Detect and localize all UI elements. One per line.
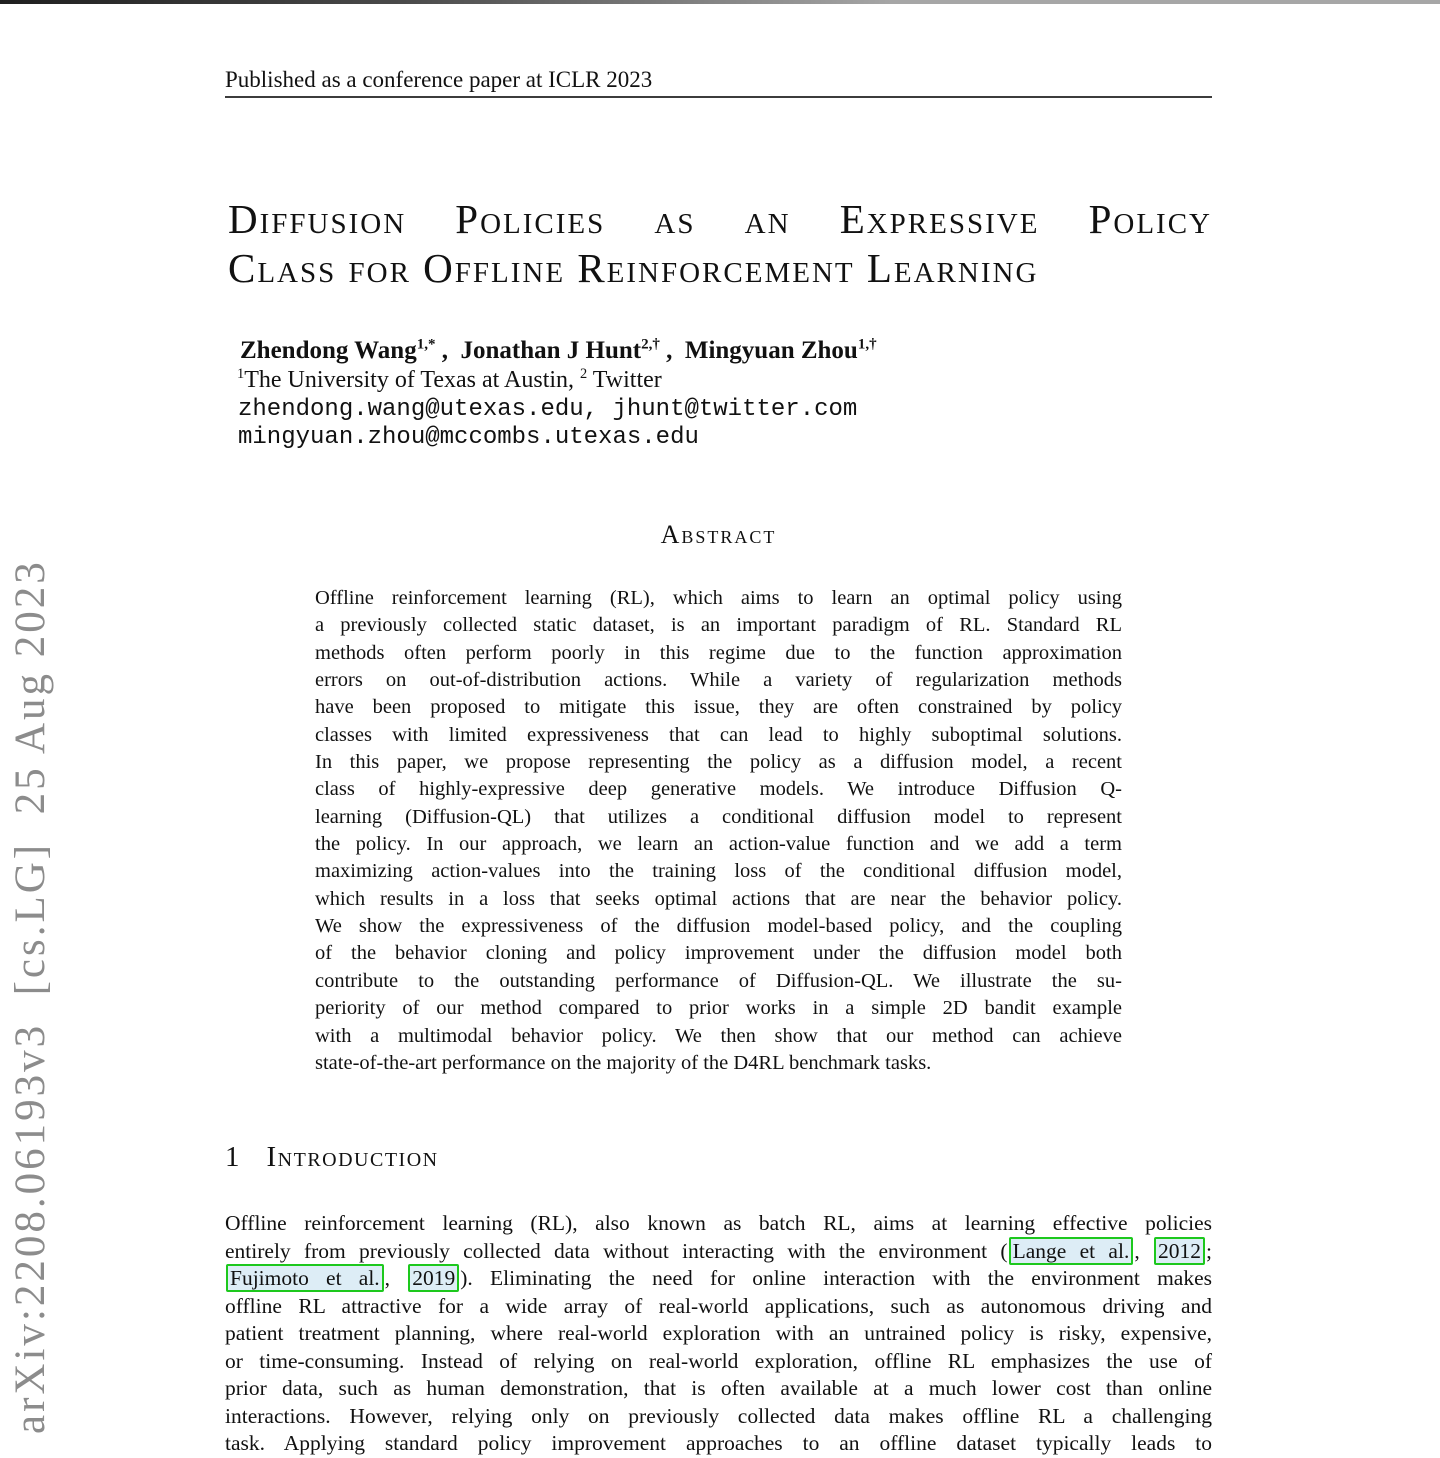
superscript: 1	[237, 366, 245, 382]
text-line: Offline reinforcement learning (RL), which aims to learn an optimal policy using	[315, 587, 1122, 609]
citation-link[interactable]: Fujimoto et al.	[226, 1264, 384, 1292]
authors-line	[240, 337, 877, 365]
text-line: of the behavior cloning and policy improvement under the diffusion model both	[315, 942, 1122, 965]
window-top-border	[0, 0, 1440, 4]
abstract-heading: Abstract	[660, 520, 777, 549]
text-run: ,	[384, 1266, 408, 1290]
section-number: 1	[225, 1141, 240, 1173]
superscript: 2,†	[641, 336, 660, 353]
paper-title-line-2: Class for Offline Reinforcement Learning	[228, 245, 1039, 291]
abstract-body	[315, 585, 1122, 1077]
text-line: periority of our method compared to prior works in a simple 2D bandit example	[315, 997, 1122, 1020]
introduction-body	[225, 1210, 1212, 1458]
text-run: Twitter	[587, 367, 662, 393]
text-run: ,	[435, 337, 461, 364]
text-run: ;	[1206, 1238, 1212, 1263]
citation-link[interactable]: 2012	[1154, 1237, 1205, 1265]
text-run: Zhendong Wang	[240, 337, 417, 364]
header-rule	[225, 96, 1212, 98]
affiliation-line	[237, 367, 662, 394]
citation-link[interactable]: 2019	[408, 1264, 459, 1292]
text-run: The University of Texas at Austin,	[244, 367, 581, 393]
text-run: ). Eliminating the need for online interaction with the environment makes	[460, 1266, 1212, 1290]
text-line: state-of-the-art performance on the majority of the D4RL benchmark tasks.	[315, 1051, 932, 1074]
section-heading-introduction	[225, 1141, 439, 1174]
text-line	[225, 1238, 1212, 1266]
text-line: task. Applying standard policy improvement approaches to an offline dataset typically leads to	[225, 1431, 1212, 1455]
text-run: entirely from previously collected data without interacting with the environment (	[225, 1238, 1008, 1263]
superscript: 1,*	[416, 336, 436, 353]
conference-header: Published as a conference paper at ICLR 2023	[225, 67, 653, 92]
text-line: with a multimodal behavior policy. We then show that our method can achieve	[315, 1024, 1122, 1047]
text-line: In this paper, we propose representing the policy as a diffusion model, a recent	[315, 751, 1122, 774]
author-emails	[238, 396, 857, 451]
text-line: offline RL attractive for a wide array of real-world applications, such as autonomous driving and	[225, 1293, 1212, 1318]
text-run: ,	[659, 337, 685, 364]
paper-title	[228, 195, 1212, 293]
text-line: class of highly-expressive deep generative models. We introduce Diffusion Q-	[315, 778, 1122, 801]
text-line: the policy. In our approach, we learn an action-value function and we add a term	[315, 833, 1122, 856]
citation-link[interactable]: Lange et al.	[1009, 1237, 1134, 1265]
text-line: have been proposed to mitigate this issue, they are often constrained by policy	[315, 696, 1122, 719]
text-line: patient treatment planning, where real-world exploration with an untrained policy is risky, expensive,	[225, 1321, 1212, 1345]
text-line: a previously collected static dataset, is an important paradigm of RL. Standard RL	[315, 614, 1122, 637]
text-line: interactions. However, relying only on previously collected data makes offline RL a challenging	[225, 1403, 1212, 1428]
text-line: mingyuan.zhou@mccombs.utexas.edu	[238, 423, 699, 451]
section-title: Introduction	[266, 1141, 439, 1173]
text-line: which results in a loss that seeks optimal actions that are near the behavior policy.	[315, 887, 1122, 910]
text-line: or time-consuming. Instead of relying on real-world exploration, offline RL emphasizes the use of	[225, 1348, 1212, 1373]
text-run: ,	[1134, 1238, 1154, 1263]
text-line	[225, 1265, 1212, 1293]
arxiv-watermark: arXiv:2208.06193v3 [cs.LG] 25 Aug 2023	[7, 559, 54, 1434]
text-line: Offline reinforcement learning (RL), also known as batch RL, aims at learning effective policies	[225, 1211, 1212, 1235]
superscript: 2	[580, 366, 588, 382]
text-line: errors on out-of-distribution actions. While a variety of regularization methods	[315, 669, 1122, 692]
text-line: We show the expressiveness of the diffusion model-based policy, and the coupling	[315, 915, 1122, 938]
text-run: Jonathan J Hunt	[460, 337, 642, 364]
text-line: maximizing action-values into the training loss of the conditional diffusion model,	[315, 860, 1122, 883]
text-line: methods often perform poorly in this regime due to the function approximation	[315, 641, 1122, 664]
paper-title-line-1: Diffusion Policies as an Expressive Policy	[228, 196, 1212, 242]
text-line: classes with limited expressiveness that can lead to highly suboptimal solutions.	[315, 723, 1122, 746]
text-run: Mingyuan Zhou	[684, 337, 858, 364]
text-line: learning (Diffusion-QL) that utilizes a conditional diffusion model to represent	[315, 805, 1122, 828]
text-line: prior data, such as human demonstration, that is often available at a much lower cost than online	[225, 1376, 1212, 1400]
superscript: 1,†	[857, 336, 877, 353]
text-line: zhendong.wang@utexas.edu, jhunt@twitter.com	[238, 396, 858, 423]
text-line: contribute to the outstanding performance of Diffusion-QL. We illustrate the su-	[315, 969, 1122, 992]
